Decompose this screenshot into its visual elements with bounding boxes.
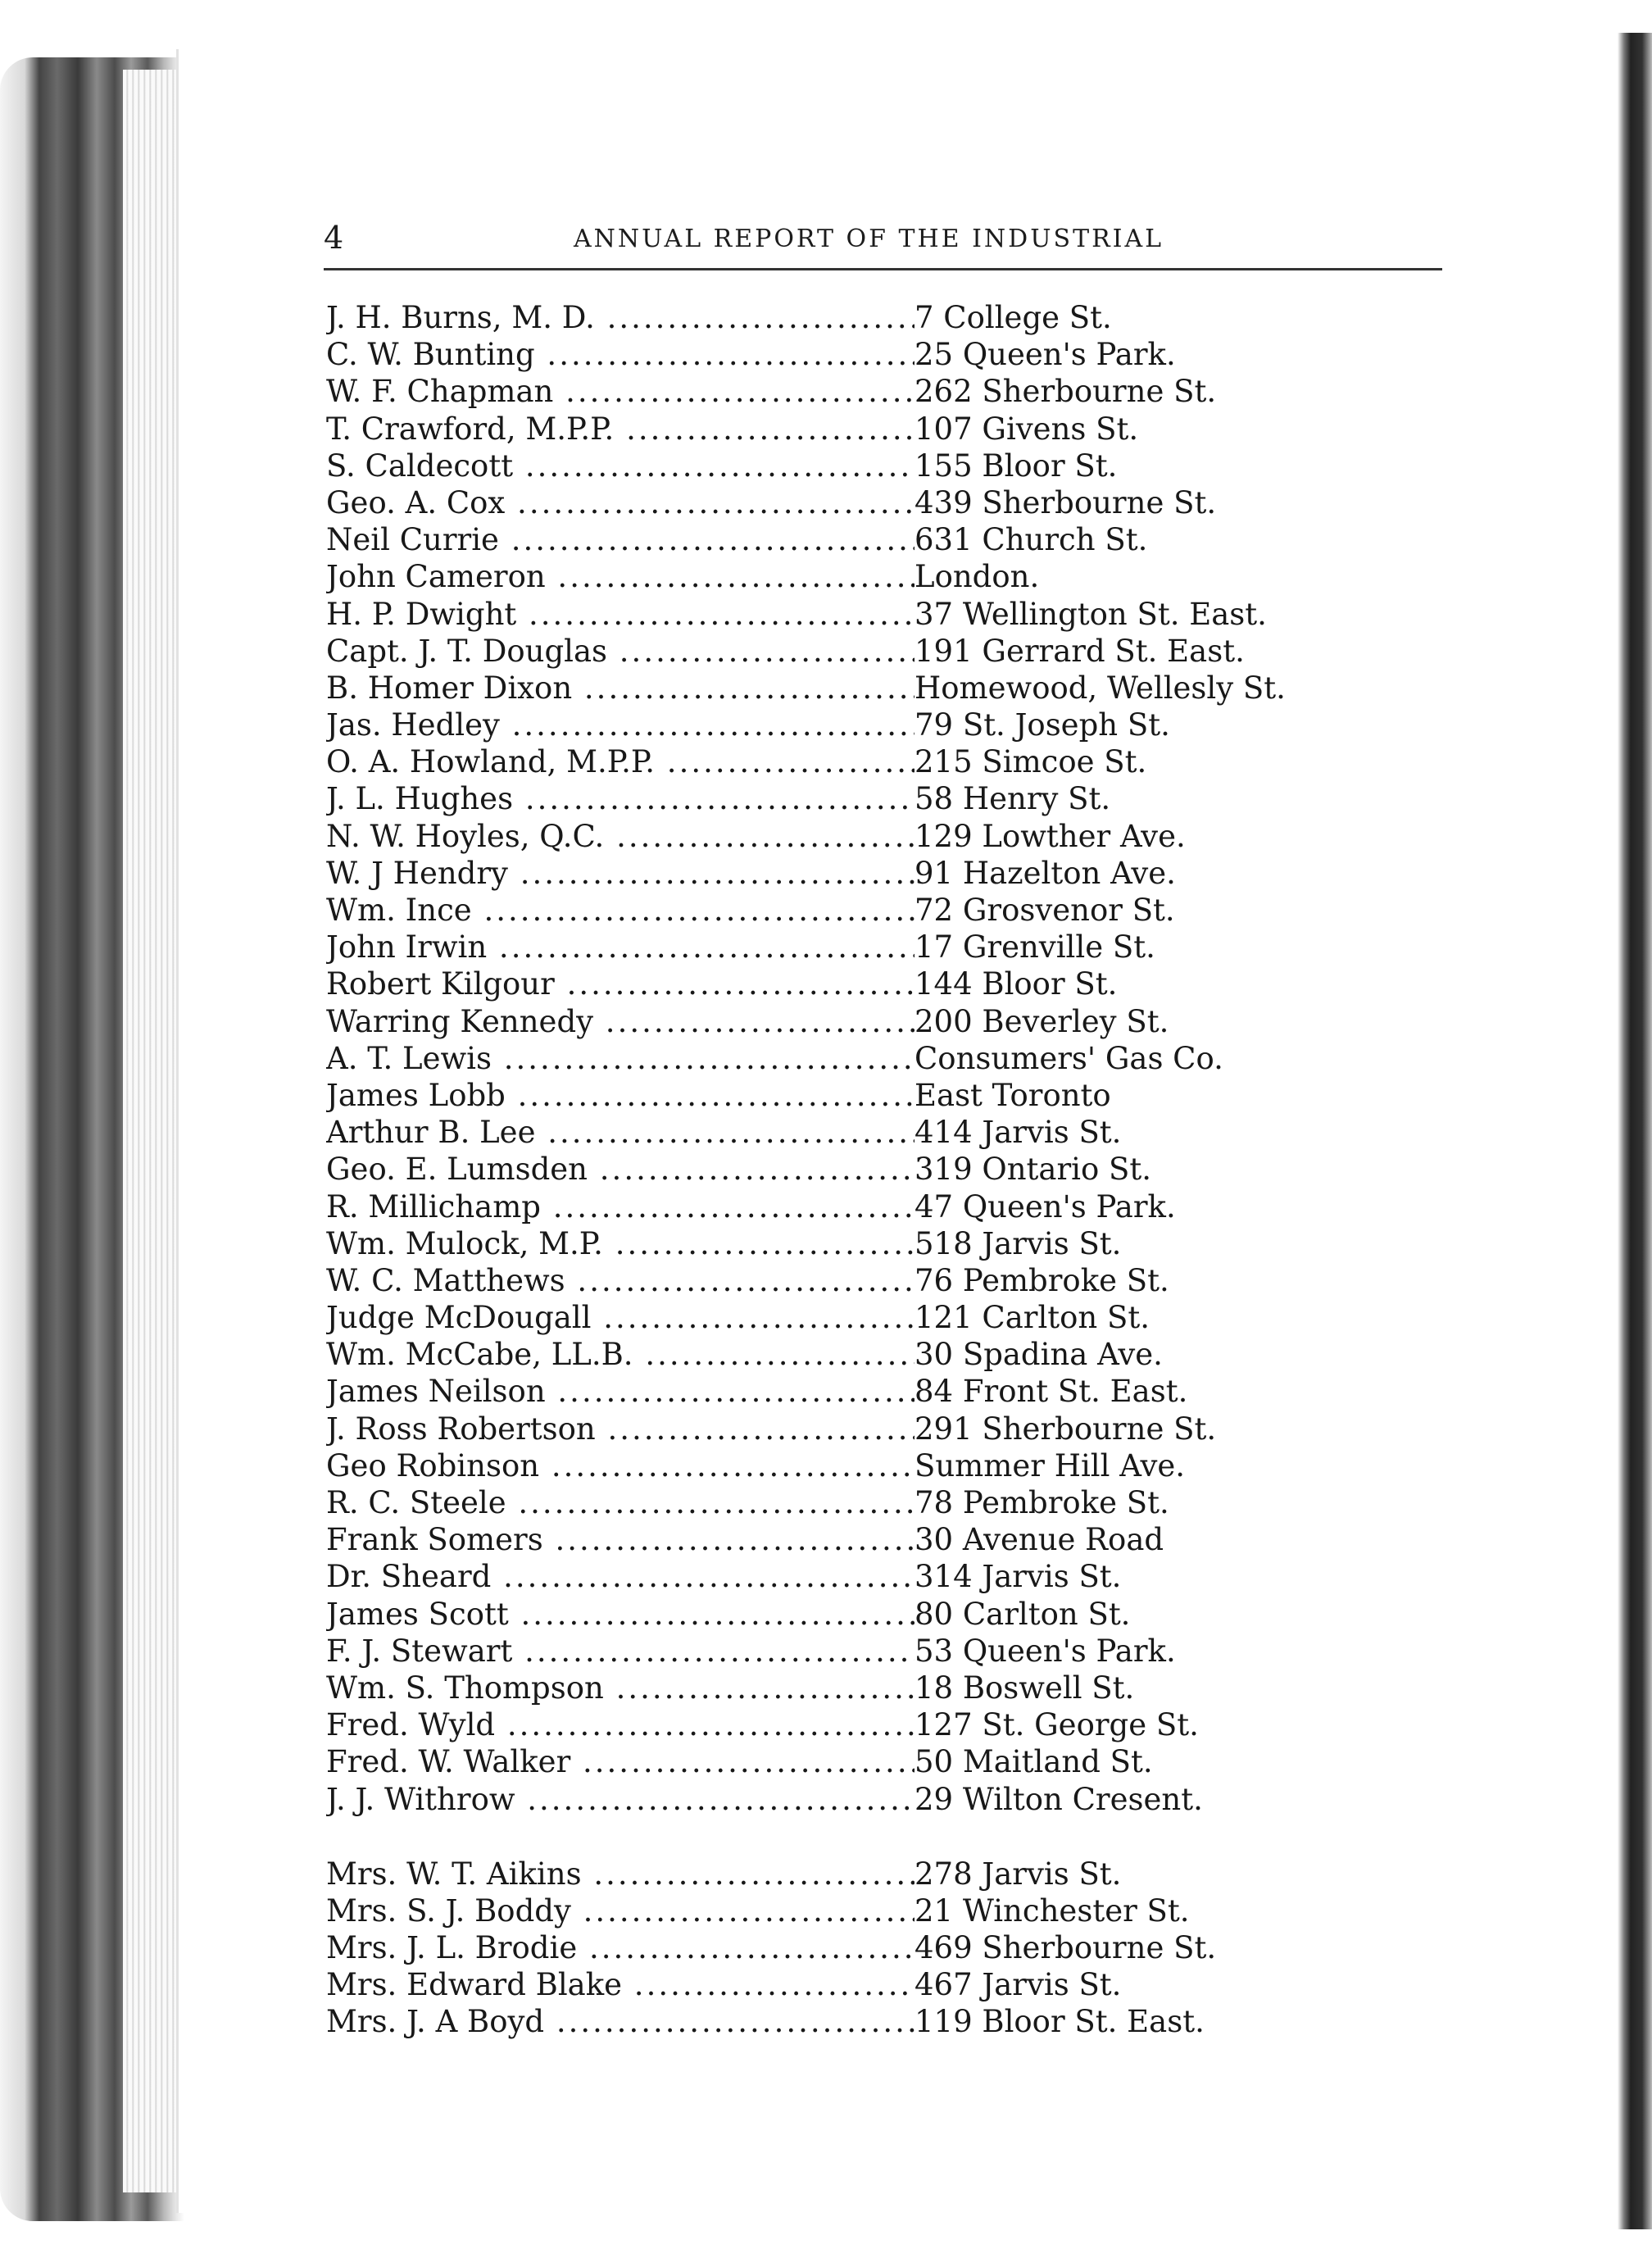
- member-name: Judge McDougall .....: [326, 1299, 914, 1336]
- list-item: [326, 892, 1424, 929]
- list-item: [326, 484, 1424, 521]
- member-name: B. Homer Dixon .....: [326, 670, 914, 707]
- member-address: 469 Sherbourne St.: [914, 1930, 1217, 1966]
- member-address: 319 Ontario St.: [914, 1152, 1152, 1188]
- member-address: 278 Jarvis St.: [914, 1856, 1122, 1892]
- list-item: [326, 1225, 1424, 1262]
- member-name: Wm. McCabe, LL.B. .....: [326, 1336, 914, 1373]
- list-item: [326, 1447, 1424, 1484]
- member-address: 78 Pembroke St.: [914, 1485, 1169, 1520]
- member-address: 314 Jarvis St.: [914, 1559, 1122, 1595]
- member-name: J. H. Burns, M. D. .....: [326, 299, 914, 336]
- member-name: T. Crawford, M.P.P. .....: [326, 411, 914, 448]
- member-address: East Toronto: [914, 1077, 1111, 1113]
- member-name: Frank Somers .....: [326, 1521, 914, 1558]
- member-address: London.: [914, 559, 1040, 595]
- running-head: [324, 220, 1450, 269]
- member-name: Wm. Mulock, M.P. .....: [326, 1225, 914, 1262]
- member-name: J. L. Hughes .....: [326, 780, 914, 817]
- member-address: 25 Queen's Park.: [914, 337, 1176, 373]
- member-name: Arthur B. Lee .....: [326, 1114, 914, 1151]
- list-item: [326, 411, 1424, 448]
- member-address: 58 Henry St.: [914, 781, 1111, 817]
- member-address: 17 Grenville St.: [914, 929, 1155, 965]
- list-item: [326, 336, 1424, 373]
- list-item: [326, 780, 1424, 817]
- member-name: N. W. Hoyles, Q.C. .....: [326, 818, 914, 855]
- list-item: [326, 1966, 1424, 2003]
- member-name: Mrs. W. T. Aikins .....: [326, 1856, 914, 1892]
- member-address: 107 Givens St.: [914, 411, 1139, 447]
- member-address: 30 Avenue Road: [914, 1522, 1164, 1558]
- member-address: 127 St. George St.: [914, 1707, 1199, 1743]
- member-name: Geo. E. Lumsden .....: [326, 1151, 914, 1188]
- list-item: [326, 743, 1424, 780]
- member-address: 291 Sherbourne St.: [914, 1411, 1217, 1447]
- list-item: [326, 1411, 1424, 1447]
- list-item: [326, 1892, 1424, 1929]
- member-name: Neil Currie .....: [326, 521, 914, 558]
- member-address: 414 Jarvis St.: [914, 1115, 1122, 1151]
- member-name: James Lobb .....: [326, 1077, 914, 1114]
- member-address: Summer Hill Ave.: [914, 1447, 1186, 1483]
- list-item: [326, 1040, 1424, 1077]
- list-item: [326, 1558, 1424, 1595]
- member-name: Dr. Sheard .....: [326, 1558, 914, 1595]
- member-address: 18 Boswell St.: [914, 1670, 1135, 1706]
- member-name: F. J. Stewart .....: [326, 1633, 914, 1670]
- list-item: [326, 707, 1424, 743]
- member-address: 119 Bloor St. East.: [914, 2004, 1205, 2040]
- member-name: W. F. Chapman .....: [326, 373, 914, 410]
- member-address: 29 Wilton Cresent.: [914, 1781, 1203, 1817]
- list-item: [326, 1336, 1424, 1373]
- list-item: [326, 1633, 1424, 1670]
- list-item: [326, 1484, 1424, 1521]
- member-name: John Irwin .....: [326, 929, 914, 965]
- member-name: Mrs. Edward Blake .....: [326, 1966, 914, 2003]
- member-name: James Neilson .....: [326, 1373, 914, 1410]
- member-name: Geo Robinson .....: [326, 1447, 914, 1484]
- book-right-edge: [1618, 33, 1652, 2229]
- member-address: 84 Front St. East.: [914, 1374, 1188, 1410]
- list-item: [326, 1262, 1424, 1299]
- member-name: Warring Kennedy .....: [326, 1003, 914, 1040]
- member-name: Mrs. J. A Boyd .....: [326, 2003, 914, 2040]
- member-name: R. C. Steele .....: [326, 1484, 914, 1521]
- member-name: J. Ross Robertson .....: [326, 1411, 914, 1447]
- list-item: [326, 1670, 1424, 1706]
- member-address: 262 Sherbourne St.: [914, 374, 1217, 410]
- member-name: Fred. Wyld .....: [326, 1706, 914, 1743]
- running-title: ANNUAL REPORT OF THE INDUSTRIAL: [574, 225, 1164, 253]
- list-item: [326, 633, 1424, 670]
- member-name: Wm. Ince .....: [326, 892, 914, 929]
- list-item: [326, 1706, 1424, 1743]
- member-address: 76 Pembroke St.: [914, 1262, 1169, 1298]
- list-item: [326, 1114, 1424, 1151]
- list-item: [326, 1077, 1424, 1114]
- page-number: 4: [324, 220, 344, 256]
- list-item: [326, 1743, 1424, 1780]
- member-address: 631 Church St.: [914, 522, 1148, 558]
- member-address: 215 Simcoe St.: [914, 744, 1147, 780]
- list-item: [326, 1781, 1424, 1818]
- list-item: [326, 818, 1424, 855]
- list-item: [326, 1596, 1424, 1633]
- list-item: [326, 1151, 1424, 1188]
- member-name: J. J. Withrow .....: [326, 1781, 914, 1818]
- member-address: 79 St. Joseph St.: [914, 707, 1170, 743]
- member-address: Homewood, Wellesly St.: [914, 670, 1286, 706]
- member-address: 37 Wellington St. East.: [914, 596, 1267, 632]
- list-item: [326, 670, 1424, 707]
- list-item: [326, 1521, 1424, 1558]
- member-name: S. Caldecott .....: [326, 448, 914, 484]
- member-name: Wm. S. Thompson .....: [326, 1670, 914, 1706]
- member-name: Mrs. J. L. Brodie .....: [326, 1929, 914, 1966]
- subscriber-list: [326, 299, 1424, 2041]
- list-item: [326, 1929, 1424, 1966]
- member-address: 53 Queen's Park.: [914, 1633, 1176, 1669]
- group-separator: [326, 1818, 1424, 1856]
- member-name: Robert Kilgour .....: [326, 965, 914, 1002]
- member-name: John Cameron .....: [326, 558, 914, 595]
- header-rule: [324, 268, 1442, 270]
- list-item: [326, 299, 1424, 336]
- member-name: James Scott .....: [326, 1596, 914, 1633]
- member-address: 72 Grosvenor St.: [914, 893, 1175, 928]
- member-address: Consumers' Gas Co.: [914, 1040, 1223, 1076]
- member-name: W. C. Matthews .....: [326, 1262, 914, 1299]
- member-name: A. T. Lewis .....: [326, 1040, 914, 1077]
- member-address: 129 Lowther Ave.: [914, 818, 1186, 854]
- member-name: R. Millichamp .....: [326, 1188, 914, 1225]
- list-item: [326, 965, 1424, 1002]
- member-address: 47 Queen's Park.: [914, 1188, 1176, 1224]
- list-item: [326, 1299, 1424, 1336]
- member-address: 91 Hazelton Ave.: [914, 855, 1176, 891]
- list-item: [326, 855, 1424, 892]
- member-address: 155 Bloor St.: [914, 448, 1118, 484]
- member-address: 191 Gerrard St. East.: [914, 633, 1245, 669]
- member-name: Jas. Hedley .....: [326, 707, 914, 743]
- member-name: W. J Hendry .....: [326, 855, 914, 892]
- list-item: [326, 558, 1424, 595]
- member-address: 30 Spadina Ave.: [914, 1337, 1163, 1373]
- member-address: 50 Maitland St.: [914, 1744, 1153, 1780]
- list-item: [326, 596, 1424, 633]
- member-name: H. P. Dwight .....: [326, 596, 914, 633]
- list-item: [326, 1003, 1424, 1040]
- list-item: [326, 1373, 1424, 1410]
- list-item: [326, 448, 1424, 484]
- list-item: [326, 1188, 1424, 1225]
- member-address: 21 Winchester St.: [914, 1892, 1190, 1929]
- member-name: C. W. Bunting .....: [326, 336, 914, 373]
- list-item: [326, 2003, 1424, 2040]
- member-address: 439 Sherbourne St.: [914, 484, 1217, 520]
- member-name: Mrs. S. J. Boddy .....: [326, 1892, 914, 1929]
- member-address: 467 Jarvis St.: [914, 1967, 1122, 2003]
- member-address: 7 College St.: [914, 300, 1112, 335]
- member-name: Geo. A. Cox .....: [326, 484, 914, 521]
- member-name: O. A. Howland, M.P.P. .....: [326, 743, 914, 780]
- list-item: [326, 373, 1424, 410]
- member-address: 200 Beverley St.: [914, 1003, 1169, 1039]
- member-name: Capt. J. T. Douglas .....: [326, 633, 914, 670]
- member-address: 144 Bloor St.: [914, 966, 1118, 1002]
- list-item: [326, 1856, 1424, 1892]
- member-address: 518 Jarvis St.: [914, 1225, 1122, 1261]
- member-address: 121 Carlton St.: [914, 1300, 1150, 1336]
- member-address: 80 Carlton St.: [914, 1596, 1131, 1632]
- list-item: [326, 521, 1424, 558]
- member-name: Fred. W. Walker .....: [326, 1743, 914, 1780]
- list-item: [326, 929, 1424, 965]
